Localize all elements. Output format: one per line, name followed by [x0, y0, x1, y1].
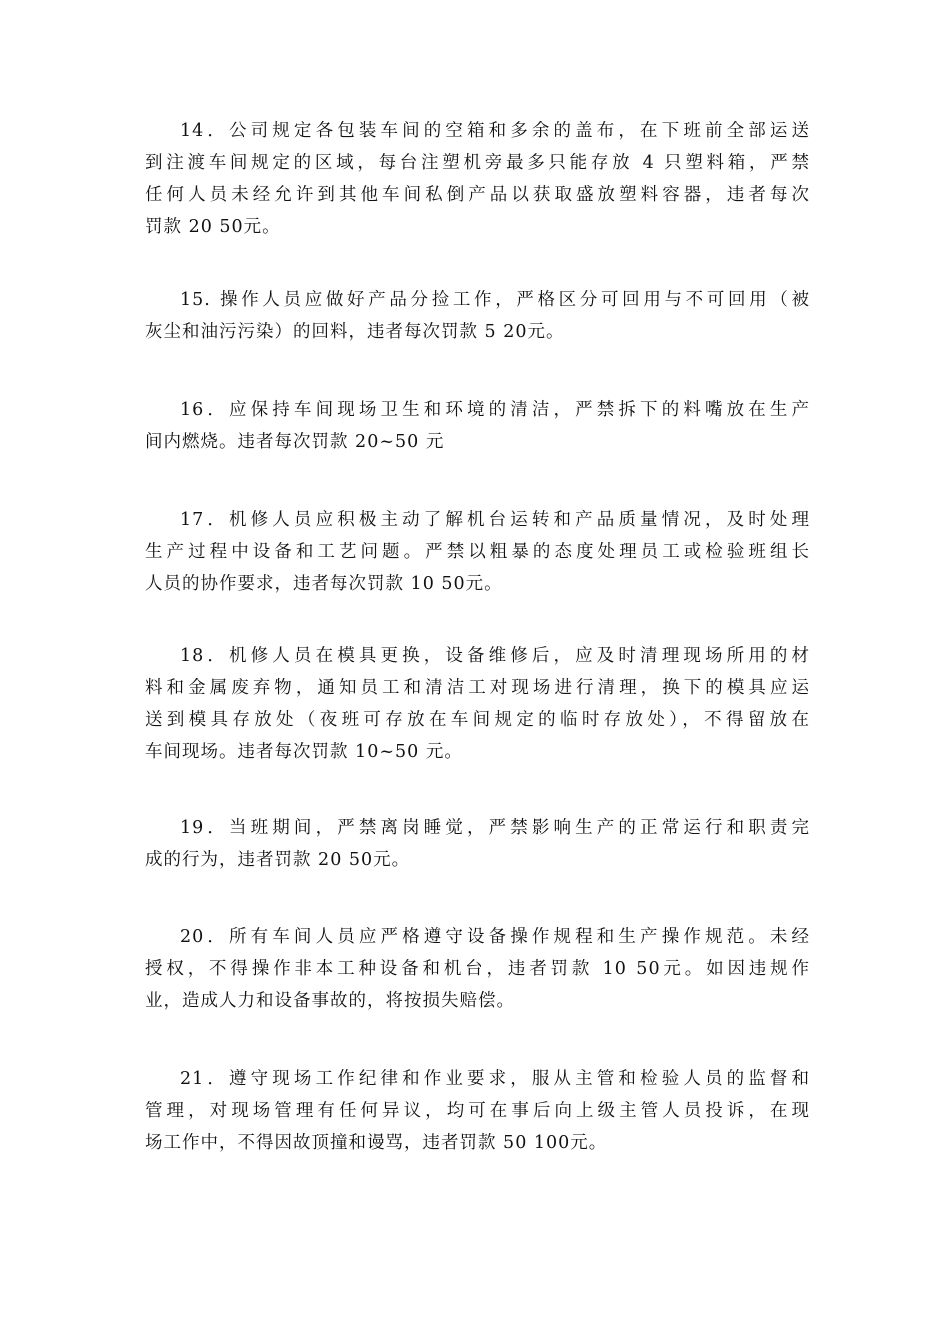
clause-line: 17．机修人员应积极主动了解机台运转和产品质量情况，及时处理: [180, 510, 810, 530]
clause-line: 授权，不得操作非本工种设备和机台，违者罚款 10 50元。如因违规作: [145, 959, 810, 979]
clause-19: [145, 812, 810, 876]
clause-line: 场工作中，不得因故顶撞和谩骂，违者罚款 50 100元。: [145, 1133, 608, 1153]
clause-21: [145, 1063, 810, 1159]
clause-line: 19．当班期间，严禁离岗睡觉，严禁影响生产的正常运行和职责完: [180, 818, 810, 838]
clause-line: 20．所有车间人员应严格遵守设备操作规程和生产操作规范。未经: [180, 927, 810, 947]
clause-line: 管理，对现场管理有任何异议，均可在事后向上级主管人员投诉，在现: [145, 1101, 810, 1121]
clause-line: 送到模具存放处（夜班可存放在车间规定的临时存放处），不得留放在: [145, 710, 810, 730]
clause-line: 间内燃烧。违者每次罚款 20~50 元: [145, 432, 445, 452]
clause-line: 车间现场。违者每次罚款 10~50 元。: [145, 742, 463, 762]
clause-line: 料和金属废弃物，通知员工和清洁工对现场进行清理，换下的模具应运: [145, 678, 810, 698]
clause-line: 到注渡车间规定的区域，每台注塑机旁最多只能存放 4 只塑料箱，严禁: [145, 153, 810, 173]
clause-18: [145, 640, 810, 768]
clause-line: 生产过程中设备和工艺问题。严禁以粗暴的态度处理员工或检验班组长: [145, 542, 810, 562]
clause-line: 15. 操作人员应做好产品分捡工作，严格区分可回用与不可回用（被: [180, 290, 810, 310]
clause-line: 任何人员未经允许到其他车间私倒产品以获取盛放塑料容器，违者每次: [145, 185, 810, 205]
clause-line: 18．机修人员在模具更换，设备维修后，应及时清理现场所用的材: [180, 646, 810, 666]
clause-17: [145, 504, 810, 600]
clause-line: 14．公司规定各包装车间的空箱和多余的盖布，在下班前全部运送: [180, 121, 810, 141]
clause-15: [145, 284, 810, 348]
clause-line: 人员的协作要求，违者每次罚款 10 50元。: [145, 574, 503, 594]
clause-line: 成的行为，违者罚款 20 50元。: [145, 850, 411, 870]
clause-20: [145, 921, 810, 1017]
clause-line: 21．遵守现场工作纪律和作业要求，服从主管和检验人员的监督和: [180, 1069, 810, 1089]
clause-14: [145, 115, 810, 243]
clause-line: 罚款 20 50元。: [145, 217, 281, 237]
clause-line: 业，造成人力和设备事故的，将按损失赔偿。: [145, 991, 515, 1011]
clause-line: 灰尘和油污污染）的回料，违者每次罚款 5 20元。: [145, 322, 565, 342]
clause-16: [145, 394, 810, 458]
clause-line: 16．应保持车间现场卫生和环境的清洁，严禁拆下的料嘴放在生产: [180, 400, 810, 420]
